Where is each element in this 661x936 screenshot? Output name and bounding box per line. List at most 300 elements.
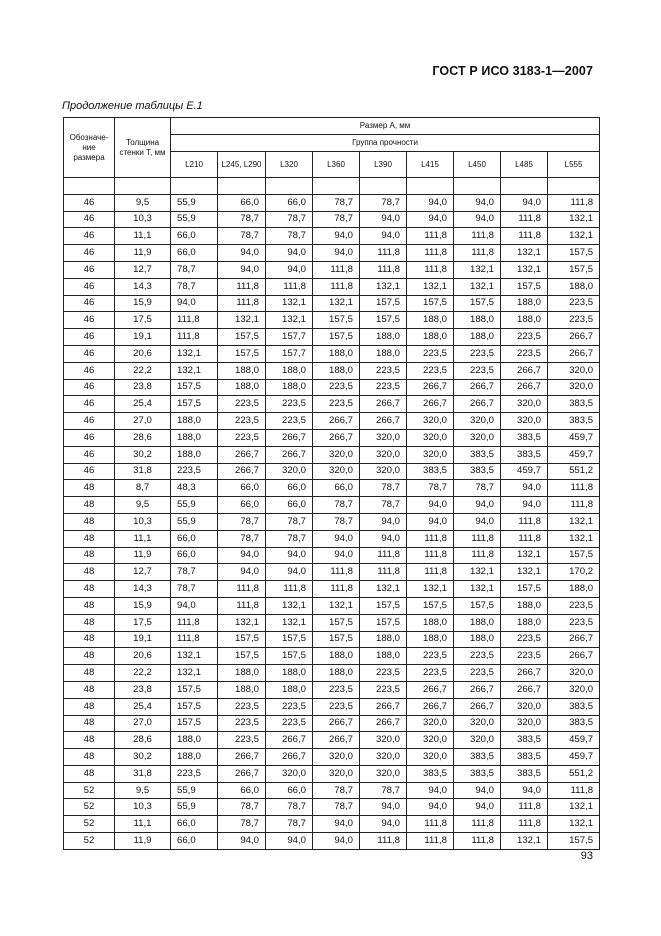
wall-thickness-cell: 11,1 (115, 228, 171, 245)
dimension-value-cell: 266,7 (313, 715, 360, 732)
dimension-value-cell: 320,0 (501, 698, 548, 715)
size-designation-cell: 52 (64, 816, 115, 833)
size-designation-cell: 48 (64, 648, 115, 665)
dimension-value-cell: 111,8 (218, 278, 266, 295)
dimension-value-cell: 94,0 (171, 597, 218, 614)
dimension-value-cell: 94,0 (360, 816, 407, 833)
dimension-value-cell: 383,5 (501, 429, 548, 446)
dimension-value-cell: 66,0 (171, 816, 218, 833)
table-row (64, 749, 600, 766)
dimension-value-cell: 132,1 (313, 295, 360, 312)
size-designation-cell: 46 (64, 463, 115, 480)
dimension-value-cell: 157,7 (266, 345, 313, 362)
dimension-value-cell: 223,5 (501, 648, 548, 665)
dimension-value-cell: 266,7 (266, 749, 313, 766)
size-designation-cell: 48 (64, 732, 115, 749)
dimension-value-cell: 383,5 (454, 463, 501, 480)
dimension-value-cell: 157,5 (218, 648, 266, 665)
wall-thickness-cell: 15,9 (115, 597, 171, 614)
dimension-value-cell: 94,0 (218, 833, 266, 850)
size-designation-cell: 48 (64, 513, 115, 530)
dimension-value-cell: 78,7 (313, 799, 360, 816)
size-designation-cell: 46 (64, 362, 115, 379)
size-designation-cell: 46 (64, 245, 115, 262)
dimension-value-cell: 223,5 (313, 396, 360, 413)
dimension-value-cell: 320,0 (454, 732, 501, 749)
dimension-value-cell: 383,5 (407, 765, 454, 782)
dimension-value-cell: 320,0 (313, 749, 360, 766)
dimension-value-cell: 223,5 (171, 765, 218, 782)
dimension-value-cell: 94,0 (313, 547, 360, 564)
wall-thickness-cell: 25,4 (115, 698, 171, 715)
dimension-value-cell: 459,7 (548, 732, 600, 749)
dimension-value-cell: 157,5 (171, 396, 218, 413)
dimension-value-cell: 132,1 (454, 581, 501, 598)
size-designation-cell: 46 (64, 312, 115, 329)
dimension-value-cell: 78,7 (360, 194, 407, 211)
dimension-value-cell: 111,8 (501, 513, 548, 530)
dimension-value-cell: 78,7 (218, 211, 266, 228)
dimension-value-cell: 188,0 (407, 631, 454, 648)
dimension-value-cell: 188,0 (218, 362, 266, 379)
dimension-value-cell: 223,5 (218, 715, 266, 732)
table-row (64, 194, 600, 211)
dimension-value-cell: 320,0 (407, 749, 454, 766)
header-wall-thickness: Толщина стенки T, мм (115, 118, 171, 178)
dimension-value-cell: 111,8 (313, 278, 360, 295)
dimension-value-cell: 188,0 (313, 665, 360, 682)
dimension-value-cell: 459,7 (501, 463, 548, 480)
dimension-value-cell: 157,7 (266, 329, 313, 346)
dimension-value-cell: 266,7 (548, 631, 600, 648)
dimension-value-cell: 223,5 (266, 715, 313, 732)
dimension-value-cell: 111,8 (548, 497, 600, 514)
dimension-value-cell: 188,0 (454, 312, 501, 329)
table-row (64, 799, 600, 816)
dimension-value-cell: 223,5 (501, 329, 548, 346)
dimension-value-cell: 188,0 (360, 631, 407, 648)
dimension-value-cell: 223,5 (501, 345, 548, 362)
dimension-value-cell: 111,8 (407, 261, 454, 278)
dimension-value-cell: 266,7 (454, 698, 501, 715)
dimension-value-cell: 111,8 (218, 581, 266, 598)
dimension-value-cell: 266,7 (548, 329, 600, 346)
dimension-value-cell: 111,8 (454, 228, 501, 245)
dimension-value-cell: 132,1 (548, 799, 600, 816)
dimension-value-cell: 266,7 (454, 379, 501, 396)
dimension-value-cell: 94,0 (266, 833, 313, 850)
table-row (64, 379, 600, 396)
dimension-value-cell: 111,8 (171, 329, 218, 346)
dimension-value-cell: 157,5 (501, 278, 548, 295)
dimension-value-cell: 94,0 (360, 211, 407, 228)
dimension-value-cell: 188,0 (313, 345, 360, 362)
dimension-value-cell: 111,8 (171, 312, 218, 329)
dimension-value-cell: 78,7 (266, 530, 313, 547)
wall-thickness-cell: 19,1 (115, 329, 171, 346)
dimension-value-cell: 55,9 (171, 799, 218, 816)
dimension-value-cell: 223,5 (454, 362, 501, 379)
dimension-value-cell: 55,9 (171, 513, 218, 530)
size-designation-cell: 48 (64, 765, 115, 782)
dimension-value-cell: 66,0 (266, 497, 313, 514)
wall-thickness-cell: 20,6 (115, 648, 171, 665)
dimension-value-cell: 111,8 (313, 261, 360, 278)
dimension-value-cell: 132,1 (171, 665, 218, 682)
header-grade: L210 (171, 152, 218, 178)
table-row (64, 564, 600, 581)
dimension-value-cell: 188,0 (266, 681, 313, 698)
dimension-value-cell: 157,5 (171, 379, 218, 396)
dimension-value-cell: 94,0 (360, 530, 407, 547)
dimension-value-cell: 132,1 (501, 833, 548, 850)
dimension-value-cell: 383,5 (501, 446, 548, 463)
dimension-value-cell: 111,8 (501, 228, 548, 245)
dimension-value-cell: 320,0 (501, 413, 548, 430)
dimension-value-cell: 266,7 (501, 362, 548, 379)
dimension-value-cell: 94,0 (501, 194, 548, 211)
dimension-value-cell: 132,1 (171, 345, 218, 362)
dimension-value-cell: 132,1 (501, 564, 548, 581)
size-designation-cell: 46 (64, 345, 115, 362)
dimension-value-cell: 223,5 (218, 429, 266, 446)
dimension-value-cell: 223,5 (360, 665, 407, 682)
dimension-value-cell: 188,0 (501, 614, 548, 631)
table-row (64, 429, 600, 446)
dimension-value-cell: 111,8 (266, 278, 313, 295)
dimension-value-cell: 66,0 (266, 480, 313, 497)
dimension-value-cell: 188,0 (548, 278, 600, 295)
table-row (64, 765, 600, 782)
dimension-value-cell: 188,0 (171, 732, 218, 749)
dimension-value-cell: 266,7 (360, 396, 407, 413)
dimension-value-cell: 94,0 (218, 547, 266, 564)
size-designation-cell: 46 (64, 295, 115, 312)
dimension-value-cell: 188,0 (501, 597, 548, 614)
dimension-value-cell: 132,1 (548, 211, 600, 228)
dimension-value-cell: 132,1 (454, 278, 501, 295)
dimension-value-cell: 157,5 (266, 631, 313, 648)
wall-thickness-cell: 25,4 (115, 396, 171, 413)
dimension-value-cell: 320,0 (501, 396, 548, 413)
dimension-value-cell: 111,8 (501, 816, 548, 833)
dimension-value-cell: 132,1 (454, 261, 501, 278)
dimension-value-cell: 320,0 (454, 429, 501, 446)
dimension-value-cell: 383,5 (548, 396, 600, 413)
table-row (64, 413, 600, 430)
dimension-value-cell: 320,0 (360, 749, 407, 766)
dimension-value-cell: 223,5 (171, 463, 218, 480)
dimension-value-cell: 78,7 (313, 211, 360, 228)
dimension-value-cell: 78,7 (266, 211, 313, 228)
size-designation-cell: 52 (64, 833, 115, 850)
dimension-value-cell: 383,5 (548, 413, 600, 430)
dimension-value-cell: 111,8 (407, 564, 454, 581)
dimension-value-cell: 188,0 (454, 329, 501, 346)
dimension-value-cell: 66,0 (171, 228, 218, 245)
dimension-value-cell: 78,7 (266, 816, 313, 833)
dimension-value-cell: 132,1 (548, 228, 600, 245)
dimension-table (63, 117, 600, 850)
dimension-value-cell: 94,0 (218, 564, 266, 581)
dimension-value-cell: 111,8 (548, 480, 600, 497)
dimension-value-cell: 266,7 (454, 396, 501, 413)
dimension-value-cell: 320,0 (548, 362, 600, 379)
dimension-value-cell: 157,5 (218, 345, 266, 362)
dimension-value-cell: 111,8 (454, 816, 501, 833)
dimension-value-cell: 223,5 (407, 362, 454, 379)
header-grade: L390 (360, 152, 407, 178)
dimension-value-cell: 111,8 (360, 261, 407, 278)
dimension-value-cell: 94,0 (313, 530, 360, 547)
table-row (64, 312, 600, 329)
dimension-value-cell: 188,0 (501, 312, 548, 329)
header-grade: L360 (313, 152, 360, 178)
dimension-value-cell: 94,0 (313, 245, 360, 262)
dimension-value-cell: 111,8 (218, 295, 266, 312)
dimension-value-cell: 266,7 (266, 446, 313, 463)
table-row (64, 228, 600, 245)
dimension-value-cell: 66,0 (313, 480, 360, 497)
dimension-value-cell: 132,1 (454, 564, 501, 581)
page-number: 93 (580, 850, 593, 862)
dimension-value-cell: 157,5 (407, 597, 454, 614)
dimension-value-cell: 66,0 (171, 530, 218, 547)
size-designation-cell: 46 (64, 261, 115, 278)
dimension-value-cell: 78,7 (218, 816, 266, 833)
table-row (64, 581, 600, 598)
size-designation-cell: 46 (64, 413, 115, 430)
dimension-value-cell: 188,0 (171, 429, 218, 446)
dimension-value-cell: 111,8 (548, 782, 600, 799)
dimension-value-cell: 157,5 (218, 329, 266, 346)
wall-thickness-cell: 10,3 (115, 211, 171, 228)
dimension-value-cell: 320,0 (360, 463, 407, 480)
dimension-value-cell: 111,8 (360, 245, 407, 262)
wall-thickness-cell: 10,3 (115, 799, 171, 816)
wall-thickness-cell: 30,2 (115, 749, 171, 766)
table-row (64, 278, 600, 295)
dimension-value-cell: 320,0 (313, 463, 360, 480)
table-row (64, 513, 600, 530)
dimension-value-cell: 383,5 (454, 749, 501, 766)
dimension-value-cell: 66,0 (266, 782, 313, 799)
dimension-value-cell: 94,0 (360, 513, 407, 530)
size-designation-cell: 46 (64, 211, 115, 228)
wall-thickness-cell: 8,7 (115, 480, 171, 497)
dimension-value-cell: 223,5 (218, 396, 266, 413)
size-designation-cell: 48 (64, 581, 115, 598)
dimension-value-cell: 132,1 (501, 245, 548, 262)
size-designation-cell: 46 (64, 396, 115, 413)
dimension-value-cell: 94,0 (501, 497, 548, 514)
dimension-value-cell: 320,0 (407, 732, 454, 749)
wall-thickness-cell: 11,1 (115, 530, 171, 547)
dimension-value-cell: 55,9 (171, 782, 218, 799)
table-row (64, 681, 600, 698)
table-row (64, 816, 600, 833)
dimension-value-cell: 78,7 (266, 513, 313, 530)
dimension-value-cell: 223,5 (454, 648, 501, 665)
dimension-value-cell: 223,5 (360, 681, 407, 698)
dimension-value-cell: 66,0 (266, 194, 313, 211)
dimension-value-cell: 188,0 (407, 614, 454, 631)
dimension-value-cell: 94,0 (360, 228, 407, 245)
dimension-value-cell: 94,0 (266, 564, 313, 581)
dimension-value-cell: 157,5 (218, 631, 266, 648)
dimension-value-cell: 157,5 (501, 581, 548, 598)
dimension-value-cell: 223,5 (266, 413, 313, 430)
dimension-value-cell: 459,7 (548, 446, 600, 463)
table-row (64, 782, 600, 799)
table-row (64, 446, 600, 463)
dimension-value-cell: 66,0 (218, 480, 266, 497)
wall-thickness-cell: 22,2 (115, 665, 171, 682)
header-strength-group: Группа прочности (171, 135, 600, 152)
dimension-value-cell: 320,0 (266, 765, 313, 782)
dimension-value-cell: 266,7 (266, 429, 313, 446)
dimension-value-cell: 157,5 (360, 312, 407, 329)
dimension-value-cell: 94,0 (407, 211, 454, 228)
dimension-value-cell: 223,5 (548, 614, 600, 631)
dimension-value-cell: 111,8 (501, 530, 548, 547)
wall-thickness-cell: 27,0 (115, 715, 171, 732)
dimension-value-cell: 170,2 (548, 564, 600, 581)
dimension-value-cell: 66,0 (171, 547, 218, 564)
wall-thickness-cell: 27,0 (115, 413, 171, 430)
dimension-value-cell: 111,8 (548, 194, 600, 211)
dimension-value-cell: 266,7 (548, 648, 600, 665)
header-grade: L485 (501, 152, 548, 178)
dimension-value-cell: 188,0 (548, 581, 600, 598)
dimension-value-cell: 94,0 (171, 295, 218, 312)
dimension-value-cell: 94,0 (360, 799, 407, 816)
dimension-value-cell: 188,0 (407, 329, 454, 346)
size-designation-cell: 48 (64, 715, 115, 732)
dimension-value-cell: 157,5 (171, 681, 218, 698)
dimension-value-cell: 157,5 (454, 295, 501, 312)
dimension-value-cell: 188,0 (266, 362, 313, 379)
dimension-value-cell: 111,8 (360, 547, 407, 564)
dimension-value-cell: 223,5 (266, 698, 313, 715)
dimension-value-cell: 188,0 (313, 362, 360, 379)
dimension-value-cell: 188,0 (218, 681, 266, 698)
dimension-value-cell: 78,7 (313, 497, 360, 514)
dimension-value-cell: 157,5 (313, 631, 360, 648)
wall-thickness-cell: 28,6 (115, 732, 171, 749)
table-row (64, 463, 600, 480)
size-designation-cell: 48 (64, 631, 115, 648)
table-body (64, 178, 600, 850)
dimension-value-cell: 94,0 (407, 497, 454, 514)
wall-thickness-cell: 11,9 (115, 547, 171, 564)
dimension-value-cell: 132,1 (218, 614, 266, 631)
header-grade: L450 (454, 152, 501, 178)
wall-thickness-cell: 9,5 (115, 497, 171, 514)
dimension-value-cell: 266,7 (218, 749, 266, 766)
table-row (64, 245, 600, 262)
dimension-value-cell: 111,8 (454, 547, 501, 564)
dimension-value-cell: 157,5 (266, 648, 313, 665)
dimension-value-cell: 78,7 (360, 480, 407, 497)
wall-thickness-cell: 15,9 (115, 295, 171, 312)
dimension-value-cell: 132,1 (171, 362, 218, 379)
size-designation-cell: 48 (64, 614, 115, 631)
dimension-value-cell: 111,8 (454, 833, 501, 850)
table-row (64, 732, 600, 749)
dimension-value-cell: 266,7 (360, 413, 407, 430)
header-grade: L245, L290 (218, 152, 266, 178)
dimension-value-cell: 111,8 (407, 816, 454, 833)
dimension-value-cell: 157,5 (360, 295, 407, 312)
dimension-value-cell: 320,0 (360, 429, 407, 446)
dimension-value-cell: 132,1 (548, 513, 600, 530)
table-row (64, 547, 600, 564)
dimension-value-cell: 157,5 (407, 295, 454, 312)
dimension-value-cell: 223,5 (407, 345, 454, 362)
wall-thickness-cell: 12,7 (115, 261, 171, 278)
dimension-value-cell: 94,0 (454, 782, 501, 799)
size-designation-cell: 46 (64, 194, 115, 211)
dimension-value-cell: 551,2 (548, 463, 600, 480)
dimension-value-cell: 78,7 (171, 564, 218, 581)
table-row (64, 648, 600, 665)
dimension-value-cell: 111,8 (407, 547, 454, 564)
dimension-value-cell: 459,7 (548, 749, 600, 766)
dimension-value-cell: 383,5 (454, 446, 501, 463)
dimension-value-cell: 266,7 (266, 732, 313, 749)
size-designation-cell: 46 (64, 429, 115, 446)
table-row (64, 329, 600, 346)
wall-thickness-cell: 14,3 (115, 278, 171, 295)
dimension-value-cell: 78,7 (407, 480, 454, 497)
wall-thickness-cell: 31,8 (115, 463, 171, 480)
dimension-value-cell: 94,0 (407, 513, 454, 530)
dimension-value-cell: 320,0 (548, 681, 600, 698)
dimension-value-cell: 132,1 (548, 530, 600, 547)
dimension-value-cell: 132,1 (266, 312, 313, 329)
dimension-value-cell: 188,0 (171, 749, 218, 766)
dimension-value-cell: 223,5 (218, 413, 266, 430)
table-row (64, 530, 600, 547)
dimension-value-cell: 223,5 (313, 379, 360, 396)
table-row (64, 665, 600, 682)
dimension-value-cell: 66,0 (171, 833, 218, 850)
dimension-value-cell: 94,0 (454, 211, 501, 228)
table-spacer-row (64, 178, 600, 195)
dimension-value-cell: 223,5 (454, 345, 501, 362)
dimension-value-cell: 223,5 (218, 698, 266, 715)
dimension-value-cell: 55,9 (171, 497, 218, 514)
wall-thickness-cell: 14,3 (115, 581, 171, 598)
dimension-value-cell: 157,5 (548, 261, 600, 278)
wall-thickness-cell: 28,6 (115, 429, 171, 446)
wall-thickness-cell: 31,8 (115, 765, 171, 782)
dimension-value-cell: 188,0 (501, 295, 548, 312)
size-designation-cell: 46 (64, 329, 115, 346)
dimension-value-cell: 111,8 (360, 833, 407, 850)
dimension-value-cell: 223,5 (501, 631, 548, 648)
dimension-value-cell: 78,7 (360, 497, 407, 514)
dimension-value-cell: 157,5 (360, 614, 407, 631)
dimension-value-cell: 266,7 (313, 732, 360, 749)
dimension-value-cell: 223,5 (313, 698, 360, 715)
size-designation-cell: 52 (64, 782, 115, 799)
wall-thickness-cell: 22,2 (115, 362, 171, 379)
dimension-value-cell: 320,0 (313, 765, 360, 782)
dimension-value-cell: 78,7 (171, 581, 218, 598)
dimension-value-cell: 132,1 (501, 261, 548, 278)
